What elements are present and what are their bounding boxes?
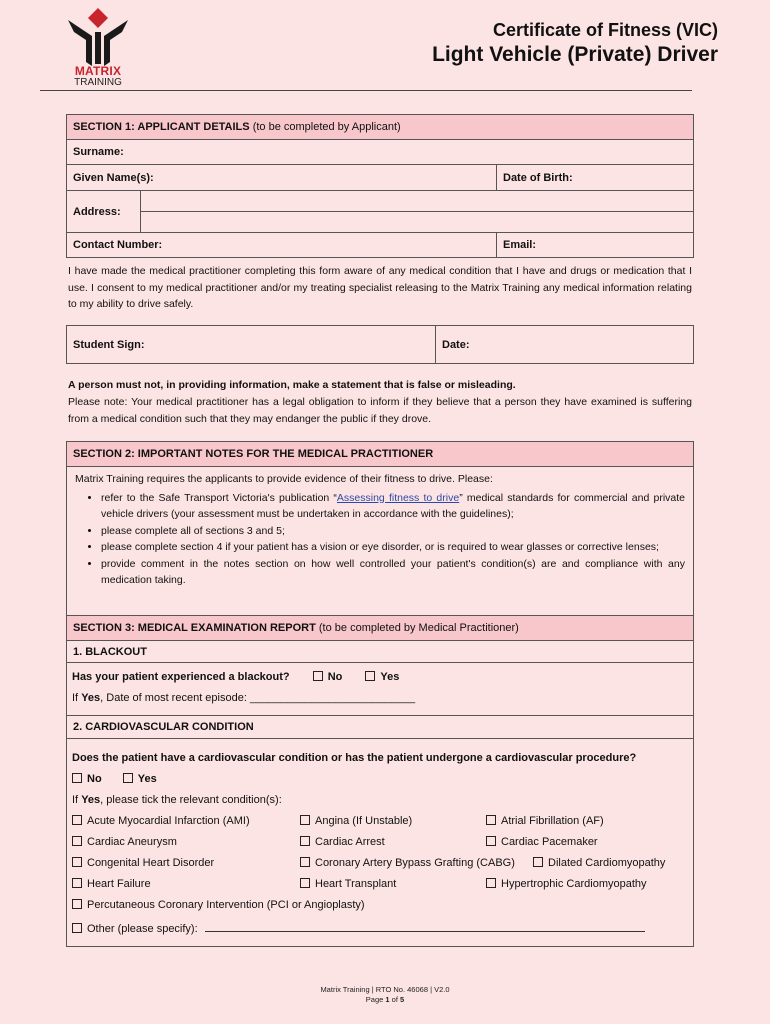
condition-arrest[interactable]: Cardiac Arrest [300,836,385,848]
address-label: Address: [67,191,141,233]
address-field-line1[interactable] [141,191,694,212]
blackout-question-row [72,671,399,683]
condition-heart-failure[interactable]: Heart Failure [72,878,151,890]
checkbox[interactable] [365,671,375,681]
checkbox[interactable] [533,857,543,867]
document-subtitle: Light Vehicle (Private) Driver [432,43,718,66]
list-item: • please complete section 4 if your patient has a vision or eye disorder, or is required to wear glasses or corrective lenses; [101,539,685,556]
condition-congenital[interactable]: Congenital Heart Disorder [72,857,214,869]
checkbox[interactable] [300,815,310,825]
medical-report-table [66,615,694,947]
cardio-title: 2. CARDIOVASCULAR CONDITION [67,716,694,739]
cardio-question: Does the patient have a cardiovascular condition or has the patient undergone a cardiovascular procedure? [72,752,637,764]
section2-heading: SECTION 2: IMPORTANT NOTES FOR THE MEDICAL PRACTITIONER [67,442,694,467]
section1-heading: SECTION 1: APPLICANT DETAILS (to be completed by Applicant) [67,115,694,140]
checkbox[interactable] [486,815,496,825]
cardio-no-option[interactable]: No [72,773,102,785]
checkbox[interactable] [72,923,82,933]
given-names-field[interactable]: Given Name(s): [67,165,497,191]
condition-pci[interactable]: Percutaneous Coronary Intervention (PCI or Angioplasty) [72,899,365,911]
logo-text: MATRIX [74,64,122,78]
false-statement-warning: A person must not, in providing information, make a statement that is false or misleading. [68,379,516,391]
condition-cabg[interactable]: Coronary Artery Bypass Grafting (CABG) [300,857,515,869]
condition-dilated[interactable]: Dilated Cardiomyopathy [533,857,665,869]
dob-field[interactable]: Date of Birth: [497,165,694,191]
cardio-yes-no-row [72,773,157,785]
checkbox[interactable] [300,857,310,867]
notes-list [75,490,685,589]
condition-af[interactable]: Atrial Fibrillation (AF) [486,815,604,827]
section3-heading: SECTION 3: MEDICAL EXAMINATION REPORT (to be completed by Medical Practitioner) [67,616,694,641]
condition-angina[interactable]: Angina (If Unstable) [300,815,412,827]
legal-obligation-note: Please note: Your medical practitioner has a legal obligation to inform if they believe that a person they have examined is suffering from a medical condition such that they may endanger the public if they drove. [68,396,692,425]
applicant-details-table [66,114,694,258]
condition-ami[interactable]: Acute Myocardial Infarction (AMI) [72,815,250,827]
condition-aneurysm[interactable]: Cardiac Aneurysm [72,836,177,848]
checkbox[interactable] [486,878,496,888]
footer-rto: Matrix Training | RTO No. 46068 | V2.0 [320,985,450,994]
other-specify-input[interactable] [205,920,645,932]
email-field[interactable]: Email: [497,233,694,258]
cardio-yes-option[interactable]: Yes [123,773,157,785]
blackout-yes-option[interactable]: Yes [365,671,399,683]
checkbox[interactable] [300,878,310,888]
condition-pacemaker[interactable]: Cardiac Pacemaker [486,836,598,848]
header-divider [40,90,692,91]
blackout-question: Has your patient experienced a blackout? [72,671,290,683]
contact-number-field[interactable]: Contact Number: [67,233,497,258]
blackout-date-row[interactable]: If Yes, Date of most recent episode: ___________________________ [72,692,416,704]
blackout-no-option[interactable]: No [313,671,343,683]
consent-text: I have made the medical practitioner completing this form aware of any medical condition that I have and drugs or medication that I use. I consent to my medical practitioner and/or my treating specialist releasing to the Matrix Training any medical information relating to my ability to drive safely. [68,265,692,310]
checkbox[interactable] [72,899,82,909]
logo-subtext: TRAINING [74,77,122,88]
condition-transplant[interactable]: Heart Transplant [300,878,396,890]
document-title: Certificate of Fitness (VIC) [492,20,718,40]
checkbox[interactable] [300,836,310,846]
student-sign-field[interactable]: Student Sign: [67,326,436,364]
checkbox[interactable] [123,773,133,783]
blackout-title: 1. BLACKOUT [67,641,694,663]
practitioner-notes-table [66,441,694,620]
checkbox[interactable] [72,878,82,888]
checkbox[interactable] [72,773,82,783]
assessing-fitness-link[interactable]: Assessing fitness to drive [336,491,460,504]
checkbox[interactable] [72,815,82,825]
sign-date-field[interactable]: Date: [436,326,694,364]
condition-hypertrophic[interactable]: Hypertrophic Cardiomyopathy [486,878,647,890]
list-item: • provide comment in the notes section on how well controlled your patient's condition(s) are and compliance with any medication taking. [101,556,685,589]
notes-intro: Matrix Training requires the applicants to provide evidence of their fitness to drive. Please: [75,473,493,485]
checkbox[interactable] [313,671,323,681]
checkbox[interactable] [72,857,82,867]
list-item: • refer to the Safe Transport Victoria's publication “Assessing fitness to drive” medical standards for commercial and private vehicle drivers (your assessment must be undertaken in accordance with the guidelines); [101,490,685,523]
signature-table [66,325,694,364]
practitioner-notes-body [67,467,694,620]
list-item: • please complete all of sections 3 and 5; [101,523,685,540]
checkbox[interactable] [72,836,82,846]
address-field-line2[interactable] [141,212,694,233]
tick-instruction: If Yes, please tick the relevant condition(s): [72,794,282,806]
surname-field[interactable]: Surname: [67,140,694,165]
page-number: Page 1 of 5 [365,995,405,1004]
condition-other[interactable]: Other (please specify): [72,920,645,935]
checkbox[interactable] [486,836,496,846]
